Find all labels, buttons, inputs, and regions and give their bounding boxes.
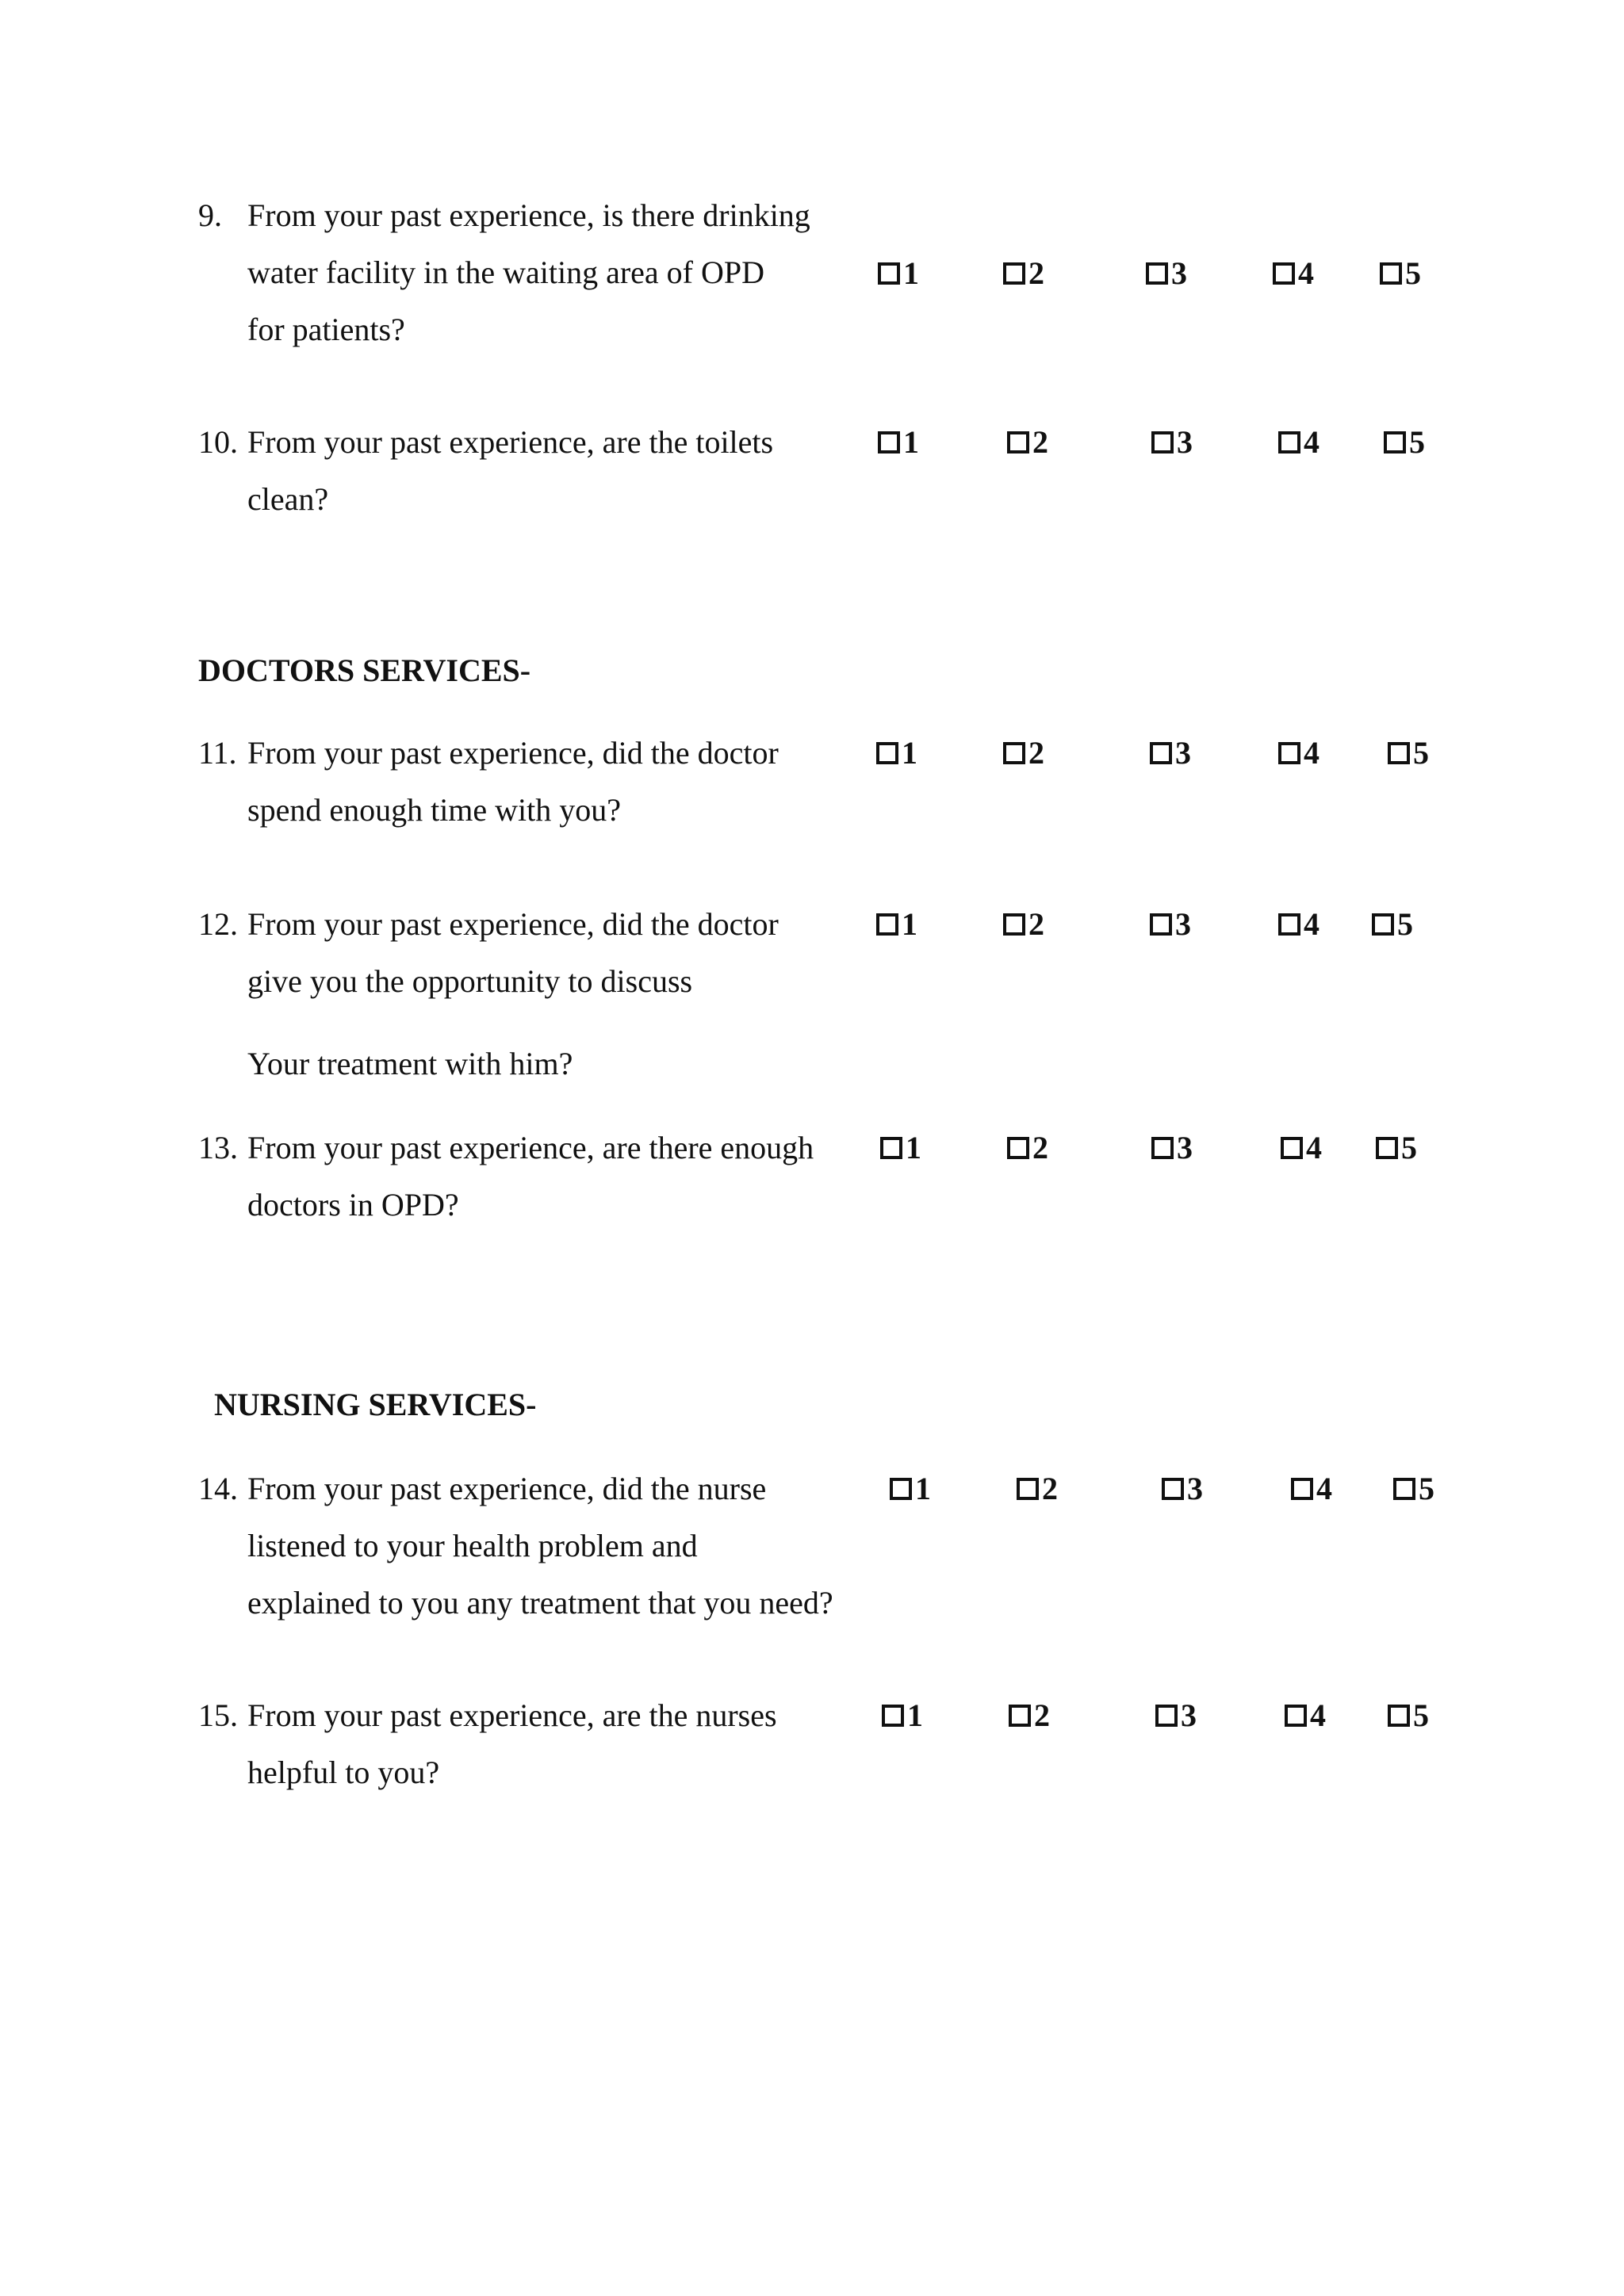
- question-13-option-1[interactable]: 1: [880, 1132, 921, 1164]
- question-13-option-2[interactable]: 2: [1007, 1132, 1048, 1164]
- checkbox-icon[interactable]: [1388, 1705, 1410, 1727]
- checkbox-icon[interactable]: [878, 431, 900, 453]
- question-10-line-1: From your past experience, are the toilets: [247, 424, 774, 460]
- question-14-number: 14.: [198, 1471, 238, 1506]
- question-13-line-2: doctors in OPD?: [247, 1187, 459, 1223]
- question-9-line-1: From your past experience, is there drinking: [247, 197, 810, 233]
- question-10-option-4[interactable]: 4: [1278, 427, 1320, 458]
- question-9-option-1[interactable]: 1: [878, 258, 919, 289]
- question-13-option-3[interactable]: 3: [1151, 1132, 1193, 1164]
- question-13-line-1: From your past experience, are there enough: [247, 1130, 814, 1165]
- question-11-line-1: From your past experience, did the doctor: [247, 735, 779, 771]
- question-10-option-3[interactable]: 3: [1151, 427, 1193, 458]
- question-9-option-3[interactable]: 3: [1146, 258, 1187, 289]
- question-11-option-1[interactable]: 1: [876, 737, 917, 769]
- checkbox-icon[interactable]: [878, 262, 900, 285]
- question-11-option-2[interactable]: 2: [1003, 737, 1044, 769]
- question-14-line-1: From your past experience, did the nurse: [247, 1471, 767, 1506]
- question-14-option-5[interactable]: 5: [1393, 1473, 1434, 1505]
- question-11-option-4[interactable]: 4: [1278, 737, 1320, 769]
- checkbox-icon[interactable]: [1007, 1137, 1029, 1159]
- checkbox-icon[interactable]: [890, 1478, 912, 1500]
- question-13-option-4[interactable]: 4: [1281, 1132, 1322, 1164]
- checkbox-icon[interactable]: [880, 1137, 902, 1159]
- question-12-line-3: Your treatment with him?: [247, 1046, 573, 1081]
- question-12-option-5[interactable]: 5: [1372, 909, 1413, 940]
- checkbox-icon[interactable]: [876, 913, 898, 936]
- checkbox-icon[interactable]: [1162, 1478, 1184, 1500]
- checkbox-icon[interactable]: [1009, 1705, 1031, 1727]
- checkbox-icon[interactable]: [1291, 1478, 1313, 1500]
- checkbox-icon[interactable]: [1003, 262, 1025, 285]
- checkbox-icon[interactable]: [1380, 262, 1402, 285]
- question-12-option-1[interactable]: 1: [876, 909, 917, 940]
- question-10-number: 10.: [198, 424, 238, 460]
- question-9-option-5[interactable]: 5: [1380, 258, 1421, 289]
- question-15-line-1: From your past experience, are the nurses: [247, 1697, 777, 1733]
- question-11-number: 11.: [198, 735, 237, 771]
- checkbox-icon[interactable]: [1393, 1478, 1415, 1500]
- question-12-line-2: give you the opportunity to discuss: [247, 963, 693, 999]
- checkbox-icon[interactable]: [1384, 431, 1406, 453]
- question-15-option-5[interactable]: 5: [1388, 1700, 1429, 1732]
- question-15-number: 15.: [198, 1697, 238, 1733]
- question-12-line-1: From your past experience, did the doctor: [247, 906, 779, 942]
- checkbox-icon[interactable]: [1150, 913, 1172, 936]
- question-14-option-4[interactable]: 4: [1291, 1473, 1332, 1505]
- checkbox-icon[interactable]: [1278, 431, 1300, 453]
- section-heading-nursing: NURSING SERVICES-: [214, 1387, 537, 1422]
- question-14-line-3: explained to you any treatment that you need?: [247, 1585, 833, 1621]
- question-10-line-2: clean?: [247, 481, 329, 517]
- checkbox-icon[interactable]: [1278, 742, 1300, 764]
- checkbox-icon[interactable]: [1388, 742, 1410, 764]
- question-9-line-2: water facility in the waiting area of OPD: [247, 254, 764, 290]
- question-12-option-4[interactable]: 4: [1278, 909, 1320, 940]
- checkbox-icon[interactable]: [1151, 431, 1174, 453]
- checkbox-icon[interactable]: [1273, 262, 1295, 285]
- question-12-option-3[interactable]: 3: [1150, 909, 1191, 940]
- checkbox-icon[interactable]: [1017, 1478, 1039, 1500]
- question-12-number: 12.: [198, 906, 238, 942]
- checkbox-icon[interactable]: [1150, 742, 1172, 764]
- checkbox-icon[interactable]: [1376, 1137, 1398, 1159]
- question-9-option-2[interactable]: 2: [1003, 258, 1044, 289]
- question-12-option-2[interactable]: 2: [1003, 909, 1044, 940]
- question-11-option-5[interactable]: 5: [1388, 737, 1429, 769]
- checkbox-icon[interactable]: [1151, 1137, 1174, 1159]
- question-11-option-3[interactable]: 3: [1150, 737, 1191, 769]
- checkbox-icon[interactable]: [1146, 262, 1168, 285]
- question-15-option-4[interactable]: 4: [1285, 1700, 1326, 1732]
- question-9-option-4[interactable]: 4: [1273, 258, 1314, 289]
- question-15-option-3[interactable]: 3: [1155, 1700, 1197, 1732]
- checkbox-icon[interactable]: [1007, 431, 1029, 453]
- question-10-option-1[interactable]: 1: [878, 427, 919, 458]
- question-14-option-2[interactable]: 2: [1017, 1473, 1058, 1505]
- question-14-option-3[interactable]: 3: [1162, 1473, 1203, 1505]
- checkbox-icon[interactable]: [882, 1705, 904, 1727]
- checkbox-icon[interactable]: [876, 742, 898, 764]
- checkbox-icon[interactable]: [1003, 742, 1025, 764]
- checkbox-icon[interactable]: [1278, 913, 1300, 936]
- question-9-number: 9.: [198, 197, 222, 233]
- question-13-number: 13.: [198, 1130, 238, 1165]
- question-9-line-3: for patients?: [247, 312, 405, 347]
- checkbox-icon[interactable]: [1285, 1705, 1307, 1727]
- question-15-option-1[interactable]: 1: [882, 1700, 923, 1732]
- question-11-line-2: spend enough time with you?: [247, 792, 622, 828]
- question-15-option-2[interactable]: 2: [1009, 1700, 1050, 1732]
- checkbox-icon[interactable]: [1281, 1137, 1303, 1159]
- question-13-option-5[interactable]: 5: [1376, 1132, 1417, 1164]
- question-14-option-1[interactable]: 1: [890, 1473, 931, 1505]
- section-heading-doctors: DOCTORS SERVICES-: [198, 652, 531, 688]
- question-15-line-2: helpful to you?: [247, 1755, 440, 1790]
- question-10-option-5[interactable]: 5: [1384, 427, 1425, 458]
- question-10-option-2[interactable]: 2: [1007, 427, 1048, 458]
- checkbox-icon[interactable]: [1372, 913, 1394, 936]
- question-14-line-2: listened to your health problem and: [247, 1528, 698, 1563]
- checkbox-icon[interactable]: [1003, 913, 1025, 936]
- checkbox-icon[interactable]: [1155, 1705, 1178, 1727]
